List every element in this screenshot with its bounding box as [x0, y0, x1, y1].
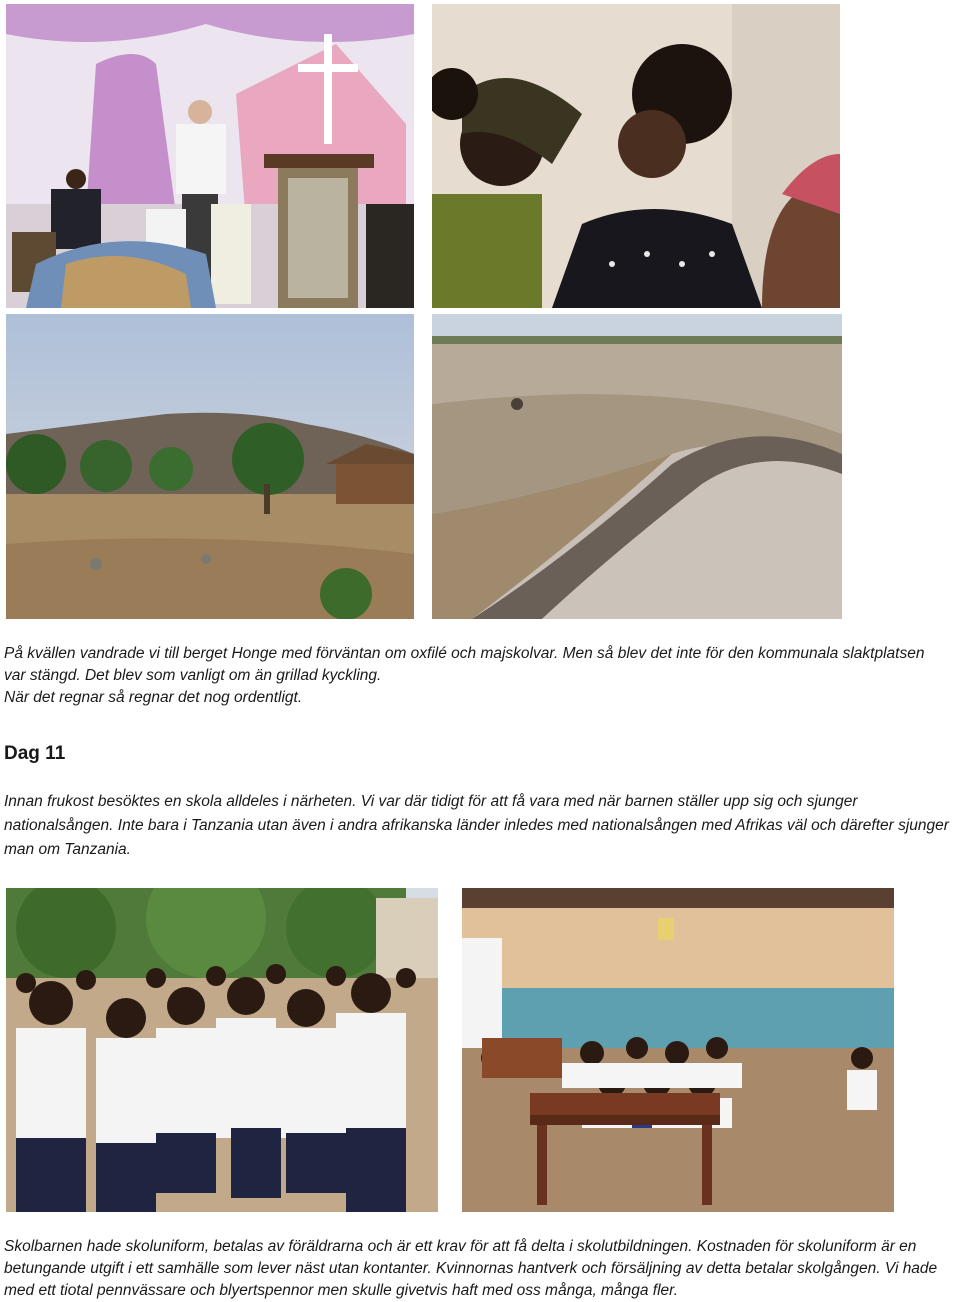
- evening-text: På kvällen vandrade vi till berget Honge med förväntan om oxfilé och majskolvar. Men så blev det inte för den kommunala slaktplatsen var stängd. Det blev som vanligt om än grillad kyckling.: [4, 645, 925, 684]
- eroded-gully-photo: [432, 314, 842, 619]
- day-heading: Dag 11: [4, 743, 66, 764]
- evening-paragraph: [4, 643, 944, 709]
- cross: [324, 34, 332, 144]
- classroom-photo: [462, 888, 894, 1212]
- school-children-outdoor-photo: [6, 888, 438, 1212]
- school-visit-paragraph: Innan frukost besöktes en skola alldeles i närheten. Vi var där tidigt för att få vara med när barnen ställer upp sig och sjunger nationalsången. Inte bara i Tanzania utan även i andra afrikanska länder inledes med nationalsången med Afrikas väl och därefter sjunger man om Tanzania.: [4, 793, 949, 858]
- rain-text: När det regnar så regnar det nog ordentligt.: [4, 689, 303, 706]
- congregation-women-photo: [432, 4, 840, 308]
- hill-landscape-photo: [6, 314, 414, 619]
- uniform-paragraph: Skolbarnen hade skoluniform, betalas av föräldrarna och är ett krav för att få delta i skolutbildningen. Kostnaden för skoluniform är en betungande utgift i ett samhälle som lever näst utan kontanter. Kvinnornas hantverk och försäljning av detta betalar skolgången. Vi hade med ett tiotal pennvässare och blyertspennor men skulle givetvis haft med oss många, många fler.: [4, 1238, 938, 1299]
- church-service-photo: [6, 4, 414, 308]
